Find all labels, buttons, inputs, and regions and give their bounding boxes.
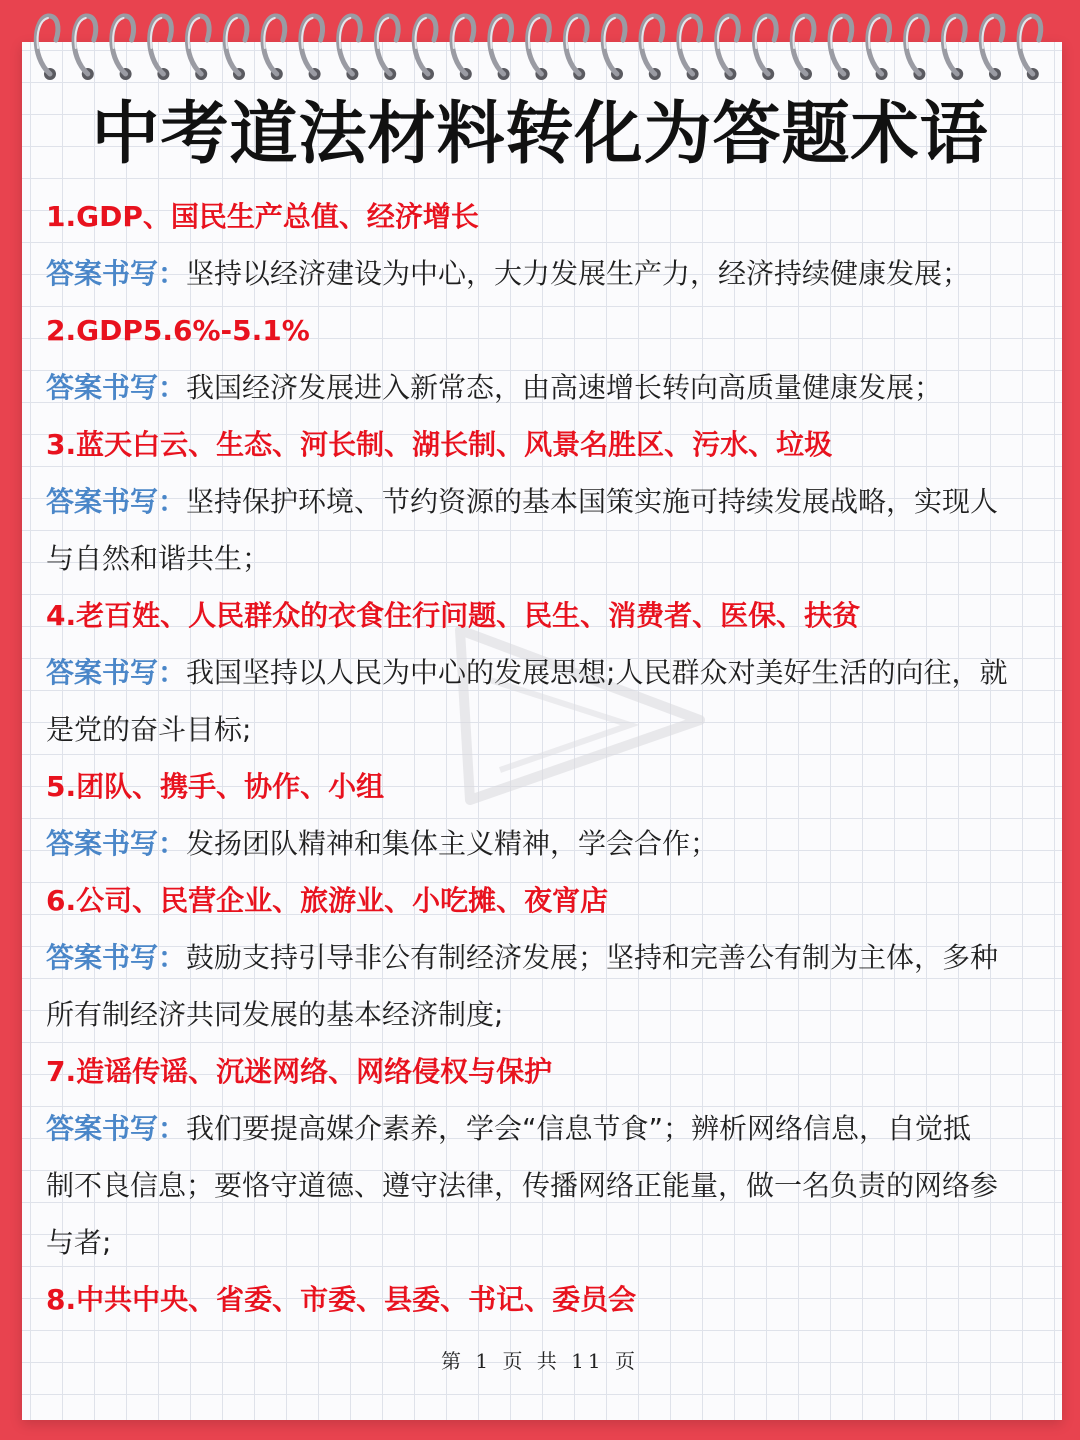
answer-text: 我国经济发展进入新常态，由高速增长转向高质量健康发展； bbox=[186, 371, 943, 404]
answer-line bbox=[46, 986, 1036, 1043]
answer-text: 我们要提高媒介素养，学会“信息节食”；辨析网络信息，自觉抵 bbox=[186, 1112, 972, 1145]
answer-label: 答案书写： bbox=[46, 941, 187, 974]
answer-label: 答案书写： bbox=[46, 371, 187, 404]
answer-text: 制不良信息；要恪守道德、遵守法律，传播网络正能量，做一名负责的网络参 bbox=[46, 1169, 999, 1202]
content-list bbox=[46, 188, 1036, 1328]
answer-text: 与者; bbox=[46, 1226, 112, 1259]
answer-line bbox=[46, 644, 1036, 701]
page-title: 中考道法材料转化为答题术语 bbox=[91, 95, 989, 174]
answer-line bbox=[46, 815, 1036, 872]
answer-line bbox=[46, 473, 1036, 530]
answer-text: 鼓励支持引导非公有制经济发展；坚持和完善公有制为主体，多种 bbox=[186, 941, 999, 974]
answer-line bbox=[46, 1214, 1036, 1271]
answer-text: 是党的奋斗目标; bbox=[46, 713, 252, 746]
page-number: 第 1 页 共 11 页 bbox=[441, 1349, 639, 1373]
answer-text: 我国坚持以人民为中心的发展思想;人民群众对美好生活的向往，就 bbox=[186, 656, 1008, 689]
item-heading: 1.GDP、国民生产总值、经济增长 bbox=[46, 200, 479, 233]
answer-line bbox=[46, 929, 1036, 986]
answer-text: 坚持保护环境、节约资源的基本国策实施可持续发展战略，实现人 bbox=[186, 485, 999, 518]
item-heading: 6.公司、民营企业、旅游业、小吃摊、夜宵店 bbox=[46, 884, 609, 917]
answer-text: 所有制经济共同发展的基本经济制度; bbox=[46, 998, 504, 1031]
answer-text: 发扬团队精神和集体主义精神，学会合作； bbox=[186, 827, 719, 860]
answer-line bbox=[46, 530, 1036, 587]
answer-label: 答案书写： bbox=[46, 1112, 187, 1145]
answer-label: 答案书写： bbox=[46, 257, 187, 290]
answer-line bbox=[46, 1157, 1036, 1214]
answer-label: 答案书写： bbox=[46, 656, 187, 689]
answer-label: 答案书写： bbox=[46, 827, 187, 860]
item-heading: 4.老百姓、人民群众的衣食住行问题、民生、消费者、医保、扶贫 bbox=[46, 599, 861, 632]
answer-line bbox=[46, 245, 1036, 302]
item-heading: 5.团队、携手、协作、小组 bbox=[46, 770, 385, 803]
item-heading: 7.造谣传谣、沉迷网络、网络侵权与保护 bbox=[46, 1055, 553, 1088]
answer-line bbox=[46, 1100, 1036, 1157]
answer-text: 与自然和谐共生； bbox=[46, 542, 271, 575]
item-heading: 8.中共中央、省委、市委、县委、书记、委员会 bbox=[46, 1283, 637, 1316]
item-heading: 3.蓝天白云、生态、河长制、湖长制、风景名胜区、污水、垃圾 bbox=[46, 428, 833, 461]
answer-line bbox=[46, 359, 1036, 416]
item-heading: 2.GDP5.6%-5.1% bbox=[46, 314, 310, 347]
answer-text: 坚持以经济建设为中心，大力发展生产力，经济持续健康发展； bbox=[186, 257, 971, 290]
answer-label: 答案书写： bbox=[46, 485, 187, 518]
answer-line bbox=[46, 701, 1036, 758]
